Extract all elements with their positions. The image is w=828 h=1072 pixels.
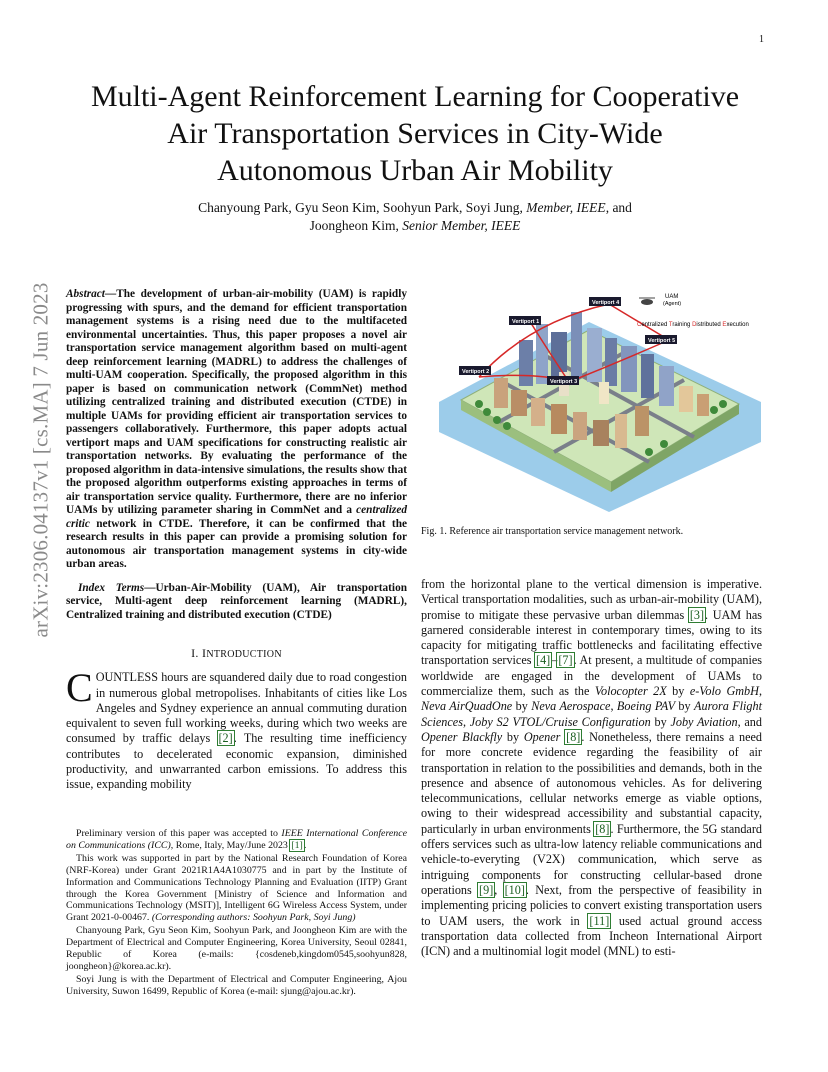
body-text: by [675,699,695,714]
intro-paragraph [66,665,407,792]
dropcap: C [66,665,93,711]
body-text: by [502,729,524,744]
fn1-text: Preliminary version of this paper was accepted to [76,828,282,839]
index-text: —Urban-Air-Mobility (UAM), Air transportation service, Multi-agent deep reinforcement learning (MADRL), Centralized training and distributed execution (CTDE) [66,581,407,621]
body-text: . Next, from the perspective of feasibility in implementing pricing policies to convert existing transportation users to UAM users, the work in [421,882,763,928]
company-name: Opener [523,729,561,744]
citation-link[interactable]: [9] [479,882,494,897]
paper-title: Multi-Agent Reinforcement Learning for Cooperative Air Transportation Services in City-Wide Autonomous Urban Air Mobility [90,80,740,187]
footnote-affiliation-korea: Chanyoung Park, Gyu Seon Kim, Soohyun Park, and Joongheon Kim are with the Department of Electrical and Computer Engineering, Korea University, Seoul 02841, Republic of Korea (e-mails: {cosdeneb,kingdom0545,soohyun828, joongheon}@korea.ac.kr). [66,925,407,972]
product-name: Boeing PAV [616,699,676,714]
body-text: . UAM has garnered considerable interest in contemporary times, owing to its capacity for mitigating traffic bottlenecks and facilitating effective transportation services [421,607,762,668]
company-name: e-Volo GmbH [689,684,759,699]
abstract [66,288,407,572]
uam-icon [639,298,655,305]
body-text: , [494,882,504,897]
body-text: – [551,653,558,668]
arxiv-watermark [26,282,56,638]
label-vertiport-2: Vertiport 2 [462,369,490,375]
body-text: from the horizontal plane to the vertical dimension is imperative. Vertical transportation modalities, such as urban-air-mobility (UAM), promise to mitigate these pervasive urban dilemmas [421,577,762,622]
fn2-text: This work was supported in part by the National Research Foundation of Korea (NRF-Korea) under Grant 2021R1A4A1030775 and in part by the Institute of Information and Communications Technology Planning and Evaluation (IITP) Grant through the Korea Government [Ministry of Science and Information and Communications Technology (MSIT)], Intelligent 6G Wireless Access System, under Grant 2021-0-00467. [66,852,407,924]
arxiv-id: arXiv:2306.04137v1 [cs.MA] 7 Jun 2023 [28,282,53,638]
section-number: I. I [191,646,207,660]
product-name: Neva AirQuadOne [421,699,513,714]
body-text: , [758,684,762,699]
citation-link[interactable]: [11] [589,913,610,928]
intro-text-1: hours are squandered daily due to road congestion in numerous global metropolises. Inhabitants of cities like Los Angeles and Sydney experience an annual commuting duration equivalent to seven full working weeks, during which two weeks are consumed by traffic delays [66,670,407,746]
legend-agent: (Agent) [663,301,682,307]
left-column [66,288,407,793]
index-label: Index Terms [78,581,145,594]
citation-link[interactable]: [8] [566,729,581,744]
fn1-end: . [303,839,307,851]
legend-ctde [637,322,749,328]
label-vertiport-4: Vertiport 4 [592,300,620,306]
abstract-italic: centralized critic [66,504,407,530]
fn1-text-b: , Rome, Italy, May/June 2023 [170,839,291,851]
page-number: 1 [759,34,764,45]
body-text: , [610,699,617,714]
fn1-venue: IEEE International Conference on Communications (ICC) [66,828,408,851]
footnote-funding [66,853,407,924]
section-heading [66,646,407,662]
abstract-text-1: —The development of urban-air-mobility (UAM) is rapidly progressing with spurs, and the demand for efficient transportation management systems is a rising need due to the multifaceted environmental uncertainties. Thus, this paper proposes a novel air transportation service management algorithm based on multi-agent deep reinforcement learning (MADRL) to address the challenges of multi-UAM cooperation. Specifically, the proposed algorithm in this paper is based on communication network (CommNet) method utilizing centralized training and distributed execution (CTDE) in multiple UAMs for providing efficient air transportation services to passengers collaboratively. Furthermore, this paper adopts actual vertiport maps and UAM specifications for constructing realistic air transportation networks. By evaluating the performance of the proposed algorithm in data-intensive simulations, the results show that the proposed algorithm outperforms existing approaches in terms of air transportation service quality. Furthermore, there are no inferior UAMs by utilizing parameter sharing in CommNet and a [66,288,407,516]
product-name: Joby S2 VTOL/Cruise Configuration [469,714,651,729]
index-terms [66,582,407,623]
citation-link[interactable]: [7] [558,653,573,668]
footnote-affiliation-ajou: Soyi Jung is with the Department of Electrical and Computer Engineering, Ajou University, Suwon 16499, Republic of Korea (e-mail: sjung@ajou.ac.kr). [66,973,407,997]
legend-uam: UAM [665,294,679,300]
label-vertiport-3: Vertiport 3 [550,379,578,385]
body-text: by [650,714,671,729]
body-text: by [512,699,532,714]
footnotes [66,828,407,999]
figure-caption: Fig. 1. Reference air transportation service management network. [421,526,684,537]
abstract-text-2: network in CTDE. Therefore, it can be confirmed that the research results in this paper can provide a promising solution for autonomous air transportation management systems in city-wide urban areas. [66,517,407,570]
product-name: Volocopter 2X [594,684,667,699]
body-text: , and [737,714,762,729]
authors-line1-end: , and [605,200,632,215]
company-name: Joby Aviation [670,714,738,729]
citation-link[interactable]: [8] [595,821,610,836]
footnote-preliminary [66,828,407,852]
citation-link[interactable]: [3] [689,607,705,622]
intro-caps: OUNTLESS [95,670,158,685]
body-text: by [666,684,690,699]
right-paragraph [421,577,762,959]
author-list [90,199,740,235]
product-name: Opener Blackfly [421,729,503,744]
body-text: . Nonetheless, there remains a need for more concrete evidence regarding the feasibility of air transportation in relation to the possibilities and demands, both in the presence and absence of autonomous vehicles. As for delivering telecommunications, cellular networks emerge as viable options, owing to their widespread accessibility and substantial capacity, particularly in urban environments [421,729,763,836]
intro-text-2: . The resulting time inefficiency contributes to decelerated economic expansion, diminished productivity, and unwarranted carbon emissions. To address this issue, expanding mobility [66,731,407,792]
label-vertiport-1: Vertiport 1 [512,319,540,325]
body-text: . Furthermore, the 5G standard offers services such as ultra-low latency reliable communications and vehicle-to-everyting (V2X) communication, which serve as intriguing components for constructing cellular-based drone operations [421,821,762,897]
svg-text:Centralized Training Distribut: Centralized Training Distributed Execution [637,322,749,328]
figure-uam-network [439,282,761,512]
body-text: . At present, a multitude of companies worldwide are engaged in the development of UAMs to commercialize them, such as the [421,653,762,699]
fn2-corresponding: (Corresponding authors: Soohyun Park, Soyi Jung) [151,912,356,924]
author-role-senior: Senior Member, IEEE [402,218,521,233]
body-text: used actual ground access transportation data collected from Incheon International Airport (ICN) and a multinomial logit model (MNL) to esti- [421,913,762,959]
abstract-label: Abstract [66,288,105,300]
label-vertiport-5: Vertiport 5 [648,338,676,344]
authors-line2: Joongheon Kim, [309,218,399,233]
citation-link[interactable]: [2] [218,731,233,746]
citation-link[interactable]: [1] [291,839,303,851]
authors-line1: Chanyoung Park, Gyu Seon Kim, Soohyun Park, Soyi Jung, [198,200,523,215]
citation-link[interactable]: [10] [504,882,525,897]
company-name: Aurora Flight Sciences [421,699,762,729]
company-name: Neva Aerospace [531,699,611,714]
citation-link[interactable]: [4] [536,653,551,668]
section-title-rest: NTRODUCTION [206,649,282,660]
body-text: , [462,714,470,729]
right-column [421,577,762,959]
author-role-member: Member, IEEE [526,200,606,215]
